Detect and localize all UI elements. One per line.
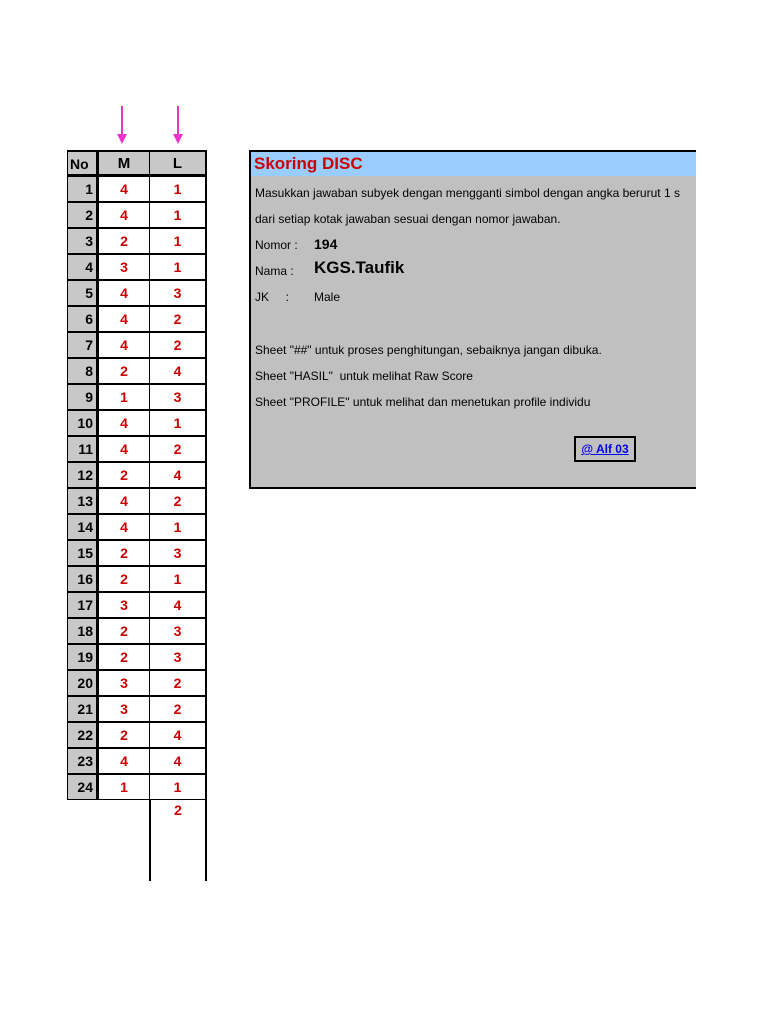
m-value-cell[interactable]: 2 [97, 358, 150, 384]
row-no-cell: 17 [67, 592, 98, 618]
l-value-cell[interactable]: 1 [149, 202, 207, 228]
row-no-cell: 4 [67, 254, 98, 280]
row-no-cell: 22 [67, 722, 98, 748]
m-value-cell[interactable]: 3 [97, 592, 150, 618]
skoring-disc-panel [249, 150, 696, 489]
row-no-cell: 3 [67, 228, 98, 254]
l-value-cell[interactable]: 3 [149, 384, 207, 410]
row-no-cell: 5 [67, 280, 98, 306]
credit-link[interactable]: @ Alf 03 [574, 436, 636, 462]
l-value-cell[interactable]: 1 [149, 410, 207, 436]
row-no-cell: 2 [67, 202, 98, 228]
m-value-cell[interactable]: 4 [97, 306, 150, 332]
l-value-cell[interactable]: 1 [149, 566, 207, 592]
l-value-cell[interactable]: 1 [149, 514, 207, 540]
row-no-cell: 14 [67, 514, 98, 540]
row-no-cell: 23 [67, 748, 98, 774]
row-no-cell: 11 [67, 436, 98, 462]
jk-label: JK : [255, 290, 290, 304]
m-value-cell[interactable]: 4 [97, 332, 150, 358]
header-m[interactable]: M [97, 150, 150, 176]
header-l[interactable]: L [149, 150, 207, 176]
row-no-cell: 12 [67, 462, 98, 488]
l-value-cell[interactable]: 2 [149, 332, 207, 358]
nomor-value[interactable]: 194 [314, 236, 338, 252]
l-value-cell[interactable]: 4 [149, 592, 207, 618]
note-line-2: Sheet "HASIL" untuk melihat Raw Score [255, 369, 473, 383]
row-no-cell: 8 [67, 358, 98, 384]
m-value-cell[interactable]: 4 [97, 514, 150, 540]
column-m-arrow-icon [117, 106, 127, 146]
m-value-cell[interactable]: 3 [97, 696, 150, 722]
m-value-cell[interactable]: 1 [97, 774, 150, 800]
extra-l-column [149, 799, 207, 881]
instruction-line-2: dari setiap kotak jawaban sesuai dengan nomor jawaban. [255, 212, 561, 226]
m-value-cell[interactable]: 2 [97, 228, 150, 254]
l-value-cell[interactable]: 1 [149, 176, 207, 202]
l-value-cell[interactable]: 2 [149, 436, 207, 462]
m-value-cell[interactable]: 1 [97, 384, 150, 410]
header-no[interactable]: No [67, 150, 98, 176]
m-value-cell[interactable]: 2 [97, 462, 150, 488]
panel-title: Skoring DISC [251, 152, 696, 176]
row-no-cell: 15 [67, 540, 98, 566]
l-value-cell[interactable]: 3 [149, 644, 207, 670]
l-value-cell[interactable]: 4 [149, 748, 207, 774]
row-no-cell: 18 [67, 618, 98, 644]
l-value-cell[interactable]: 4 [149, 722, 207, 748]
m-value-cell[interactable]: 4 [97, 410, 150, 436]
note-line-1: Sheet "##" untuk proses penghitungan, sebaiknya jangan dibuka. [255, 343, 602, 357]
nama-value[interactable]: KGS.Taufik [314, 258, 405, 277]
l-value-cell[interactable]: 4 [149, 358, 207, 384]
m-value-cell[interactable]: 2 [97, 618, 150, 644]
row-no-cell: 13 [67, 488, 98, 514]
l-value-cell[interactable]: 3 [149, 280, 207, 306]
m-value-cell[interactable]: 4 [97, 280, 150, 306]
row-no-cell: 16 [67, 566, 98, 592]
row-no-cell: 9 [67, 384, 98, 410]
extra-l-cell[interactable]: 2 [174, 802, 182, 818]
l-value-cell[interactable]: 2 [149, 670, 207, 696]
l-value-cell[interactable]: 2 [149, 488, 207, 514]
l-value-cell[interactable]: 1 [149, 228, 207, 254]
row-no-cell: 7 [67, 332, 98, 358]
note-line-3: Sheet "PROFILE" untuk melihat dan menetukan profile individu [255, 395, 591, 409]
m-value-cell[interactable]: 4 [97, 488, 150, 514]
l-value-cell[interactable]: 2 [149, 696, 207, 722]
row-no-cell: 24 [67, 774, 98, 800]
row-no-cell: 21 [67, 696, 98, 722]
m-value-cell[interactable]: 2 [97, 540, 150, 566]
row-no-cell: 1 [67, 176, 98, 202]
m-value-cell[interactable]: 4 [97, 176, 150, 202]
l-value-cell[interactable]: 3 [149, 540, 207, 566]
instruction-line-1: Masukkan jawaban subyek dengan mengganti simbol dengan angka berurut 1 s [255, 186, 680, 200]
m-value-cell[interactable]: 2 [97, 722, 150, 748]
row-no-cell: 6 [67, 306, 98, 332]
column-l-arrow-icon [173, 106, 183, 146]
jk-value[interactable]: Male [314, 290, 341, 304]
m-value-cell[interactable]: 4 [97, 436, 150, 462]
l-value-cell[interactable]: 4 [149, 462, 207, 488]
row-no-cell: 19 [67, 644, 98, 670]
m-value-cell[interactable]: 4 [97, 748, 150, 774]
m-value-cell[interactable]: 4 [97, 202, 150, 228]
m-value-cell[interactable]: 2 [97, 566, 150, 592]
m-value-cell[interactable]: 3 [97, 670, 150, 696]
l-value-cell[interactable]: 2 [149, 306, 207, 332]
m-value-cell[interactable]: 2 [97, 644, 150, 670]
row-no-cell: 20 [67, 670, 98, 696]
nama-label: Nama : [255, 264, 294, 278]
l-value-cell[interactable]: 1 [149, 254, 207, 280]
l-value-cell[interactable]: 1 [149, 774, 207, 800]
l-value-cell[interactable]: 3 [149, 618, 207, 644]
nomor-label: Nomor : [255, 238, 298, 252]
m-value-cell[interactable]: 3 [97, 254, 150, 280]
row-no-cell: 10 [67, 410, 98, 436]
